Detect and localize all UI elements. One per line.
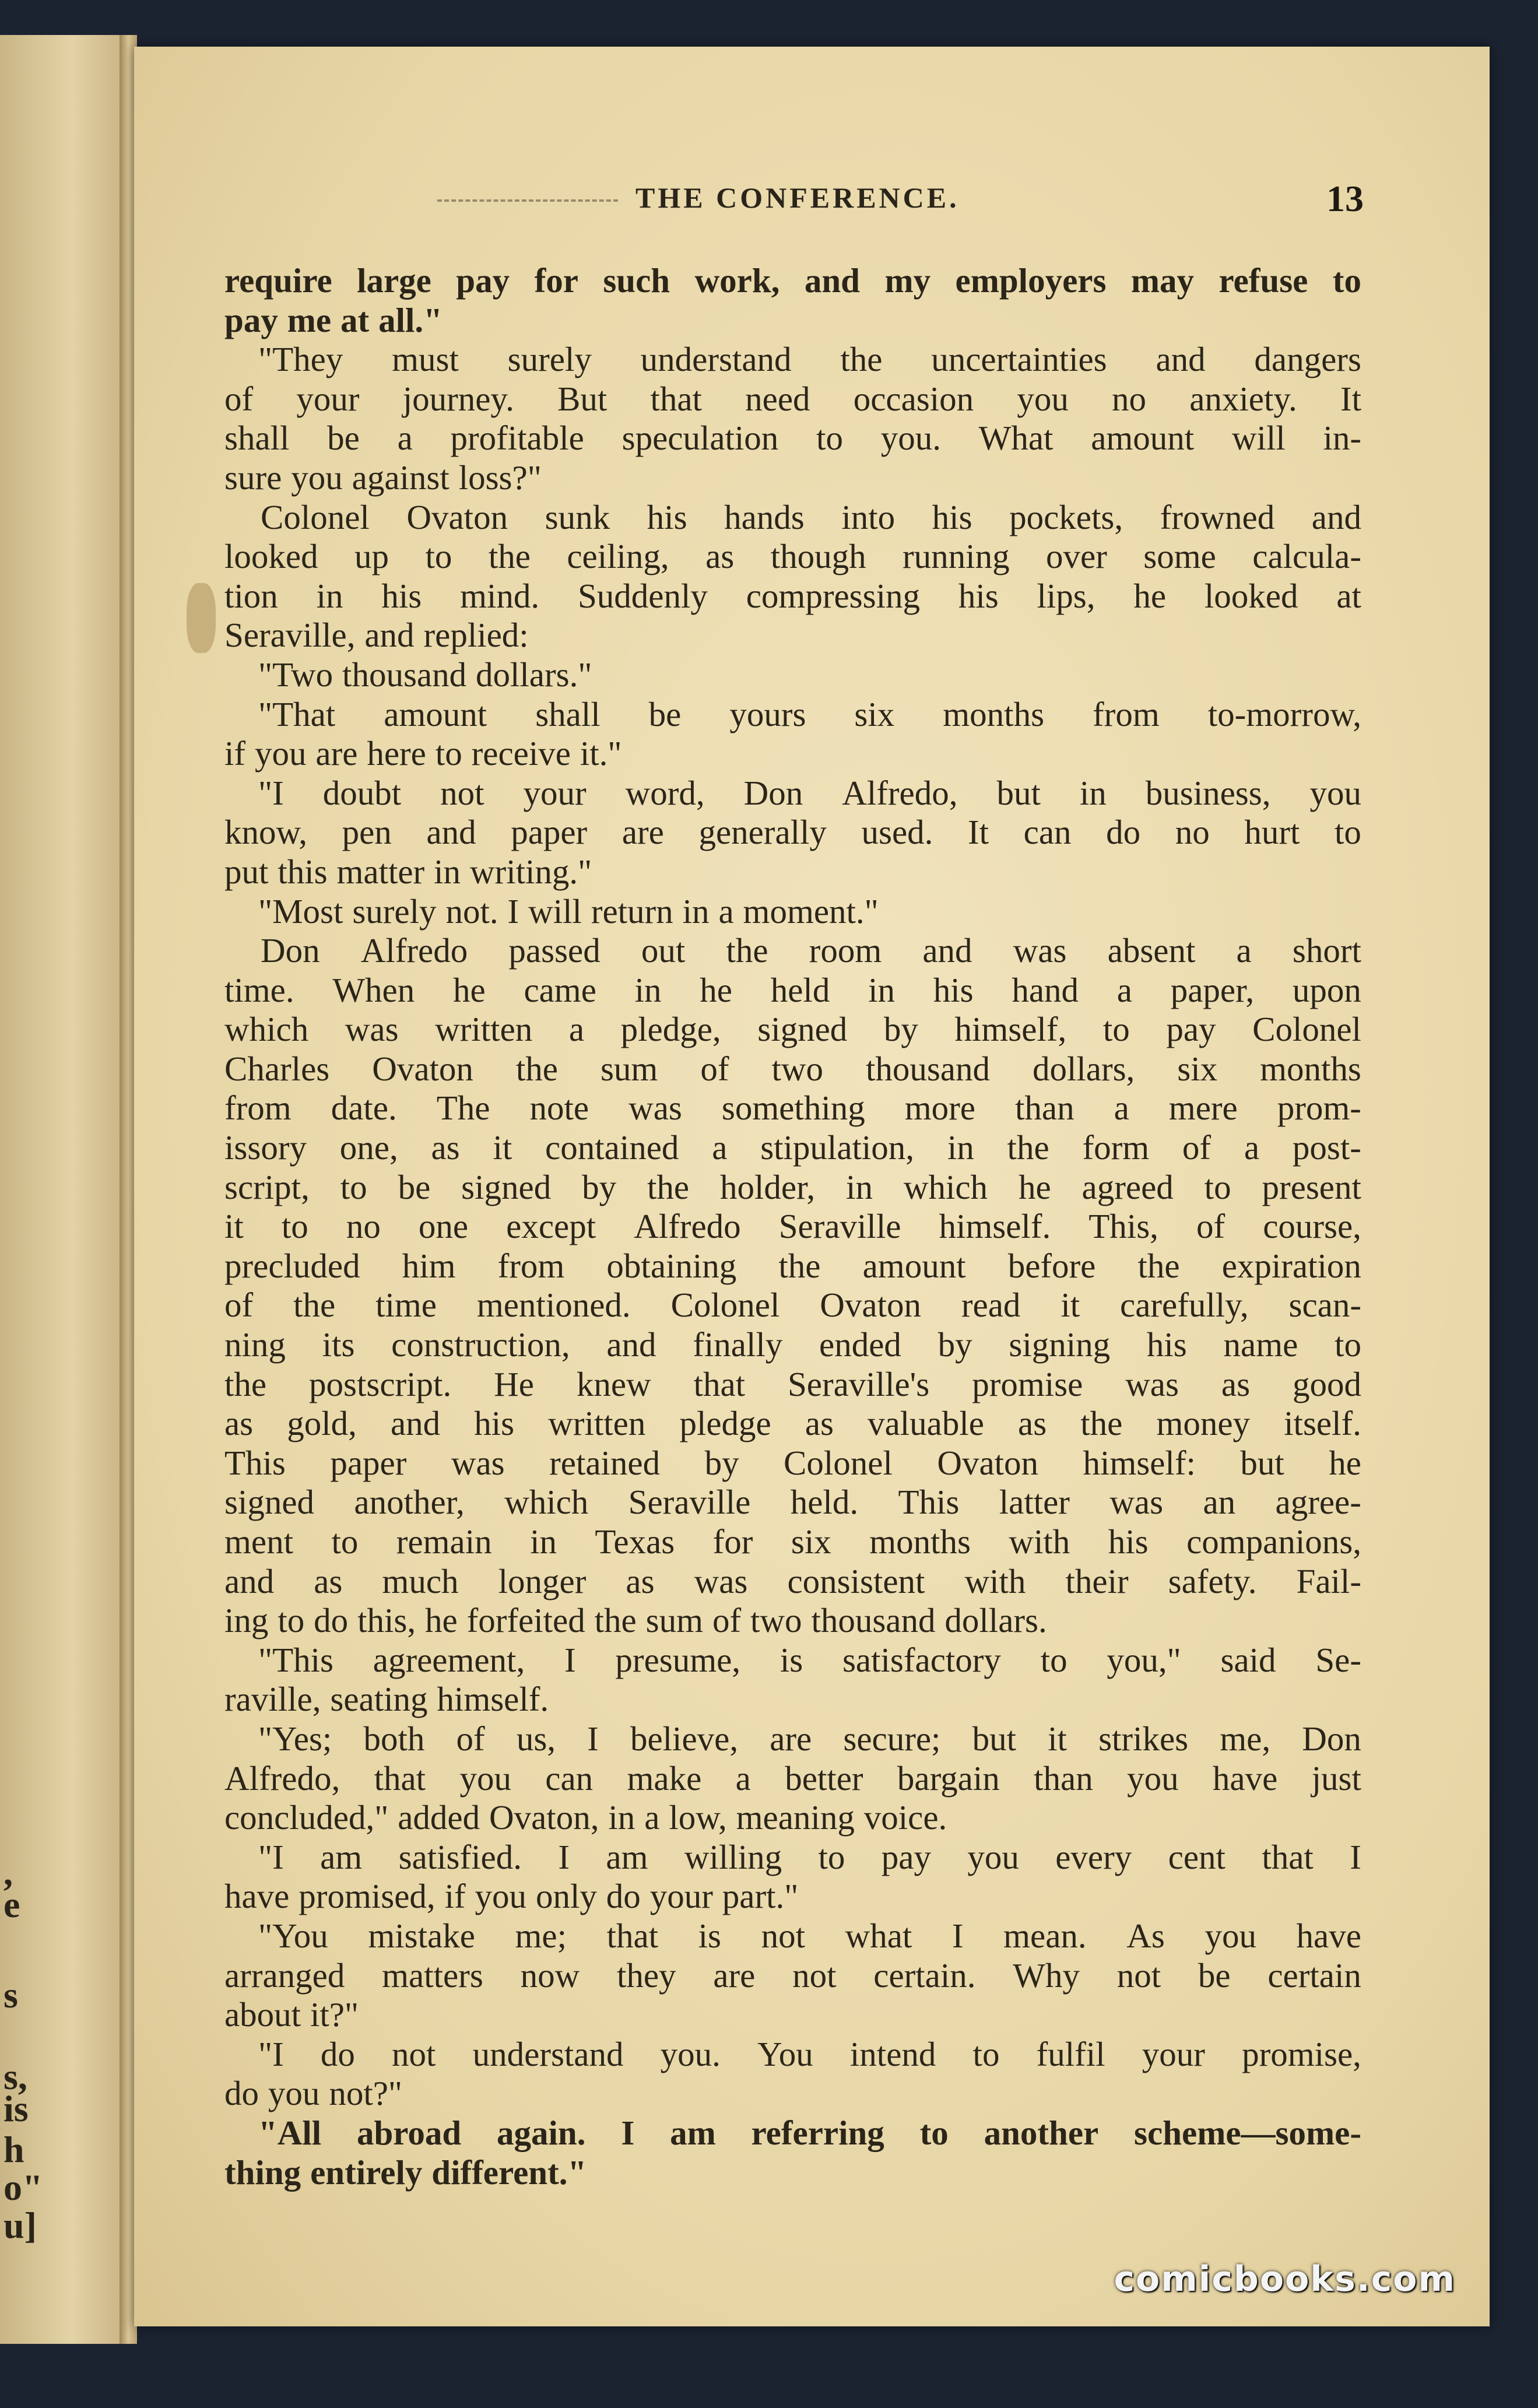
text-line: shall be a profitable speculation to you. What amount will in-	[224, 419, 1361, 458]
text-line: "This agreement, I presume, is satisfactory to you," said Se-	[258, 1640, 1361, 1679]
page-number: 13	[1326, 178, 1364, 219]
text-line: script, to be signed by the holder, in which he agreed to present	[224, 1167, 1361, 1206]
text-line: thing entirely different."	[224, 2153, 587, 2192]
text-line: "They must surely understand the uncertainties and dangers	[258, 340, 1361, 379]
text-line: Colonel Ovaton sunk his hands into his pockets, frowned and	[261, 497, 1361, 536]
text-line: Charles Ovaton the sum of two thousand dollars, six months	[224, 1049, 1361, 1088]
text-line: "I am satisfied. I am willing to pay you every cent that I	[258, 1837, 1361, 1876]
text-line: "I doubt not your word, Don Alfredo, but in business, you	[258, 773, 1361, 812]
book-page	[134, 47, 1490, 2326]
left-page-fragment: u]	[3, 2205, 37, 2246]
running-title: THE CONFERENCE.	[635, 181, 960, 214]
text-line: about it?"	[224, 1995, 359, 2034]
text-line: it to no one except Alfredo Seraville himself. This, of course,	[224, 1207, 1361, 1246]
text-line: Alfredo, that you can make a better bargain than you have just	[224, 1758, 1361, 1798]
text-line: "That amount shall be yours six months from to-morrow,	[258, 694, 1361, 733]
left-page-fragment: o"	[3, 2167, 43, 2208]
text-line: signed another, which Seraville held. This latter was an agree-	[224, 1483, 1361, 1522]
text-line: from date. The note was something more than a mere prom-	[224, 1089, 1361, 1128]
text-line: "I do not understand you. You intend to fulfil your promise,	[258, 2034, 1361, 2073]
text-line: if you are here to receive it."	[224, 734, 622, 773]
text-line: "Most surely not. I will return in a moment."	[258, 891, 879, 931]
text-line: of the time mentioned. Colonel Ovaton read it carefully, scan-	[224, 1286, 1361, 1325]
body-text	[224, 261, 1361, 2192]
text-line: "Two thousand dollars."	[258, 655, 592, 694]
text-line: "Yes; both of us, I believe, are secure; but it strikes me, Don	[258, 1719, 1361, 1758]
text-line: do you not?"	[224, 2074, 403, 2113]
text-line: and as much longer as was consistent with their safety. Fail-	[224, 1561, 1361, 1600]
text-line: which was written a pledge, signed by himself, to pay Colonel	[224, 1010, 1361, 1049]
left-page-fragment: s	[3, 1974, 18, 2016]
text-line: "All abroad again. I am referring to another scheme—some-	[258, 2113, 1361, 2152]
text-line: issory one, as it contained a stipulation, in the form of a post-	[224, 1128, 1361, 1167]
text-line: time. When he came in he held in his hand a paper, upon	[224, 970, 1361, 1009]
text-line: raville, seating himself.	[224, 1680, 549, 1719]
left-page-fragment: h	[3, 2129, 24, 2170]
text-line: ing to do this, he forfeited the sum of two thousand dollars.	[224, 1601, 1047, 1640]
text-line: looked up to the ceiling, as though running over some calcula-	[224, 537, 1361, 576]
text-line: as gold, and his written pledge as valuable as the money itself.	[224, 1404, 1361, 1443]
left-page-fragment: s,	[3, 2056, 27, 2097]
left-page-fragment: is	[3, 2088, 29, 2129]
head-rule	[437, 199, 618, 202]
text-line: tion in his mind. Suddenly compressing his lips, he looked at	[224, 576, 1361, 615]
text-line: ning its construction, and finally ended by signing his name to	[224, 1325, 1361, 1364]
text-line: ment to remain in Texas for six months with his companions,	[224, 1522, 1361, 1561]
text-line: put this matter in writing."	[224, 852, 592, 891]
text-line: Don Alfredo passed out the room and was absent a short	[261, 931, 1361, 970]
text-line: the postscript. He knew that Seraville's promise was as good	[224, 1364, 1361, 1403]
text-line: require large pay for such work, and my employers may refuse to	[224, 261, 1361, 300]
text-line: know, pen and paper are generally used. It can do no hurt to	[224, 813, 1361, 852]
text-line: concluded," added Ovaton, in a low, meaning voice.	[224, 1798, 947, 1837]
text-line: Seraville, and replied:	[224, 616, 529, 655]
text-line: pay me at all."	[224, 300, 443, 339]
left-page-fragment: ,	[3, 1852, 13, 1893]
page-tear-mark	[187, 583, 216, 653]
text-line: This paper was retained by Colonel Ovaton himself: but he	[224, 1443, 1361, 1482]
text-line: precluded him from obtaining the amount before the expiration	[224, 1246, 1361, 1285]
watermark: comicbooks.com	[1114, 2259, 1456, 2300]
text-line: have promised, if you only do your part."	[224, 1877, 799, 1916]
left-page-fragment: e	[3, 1884, 20, 1925]
left-page-edge	[0, 35, 120, 2344]
text-line: sure you against loss?"	[224, 458, 542, 497]
text-line: arranged matters now they are not certain. Why not be certain	[224, 1956, 1361, 1995]
running-head	[134, 178, 1490, 227]
text-line: of your journey. But that need occasion you no anxiety. It	[224, 379, 1361, 418]
text-line: "You mistake me; that is not what I mean. As you have	[258, 1916, 1361, 1955]
